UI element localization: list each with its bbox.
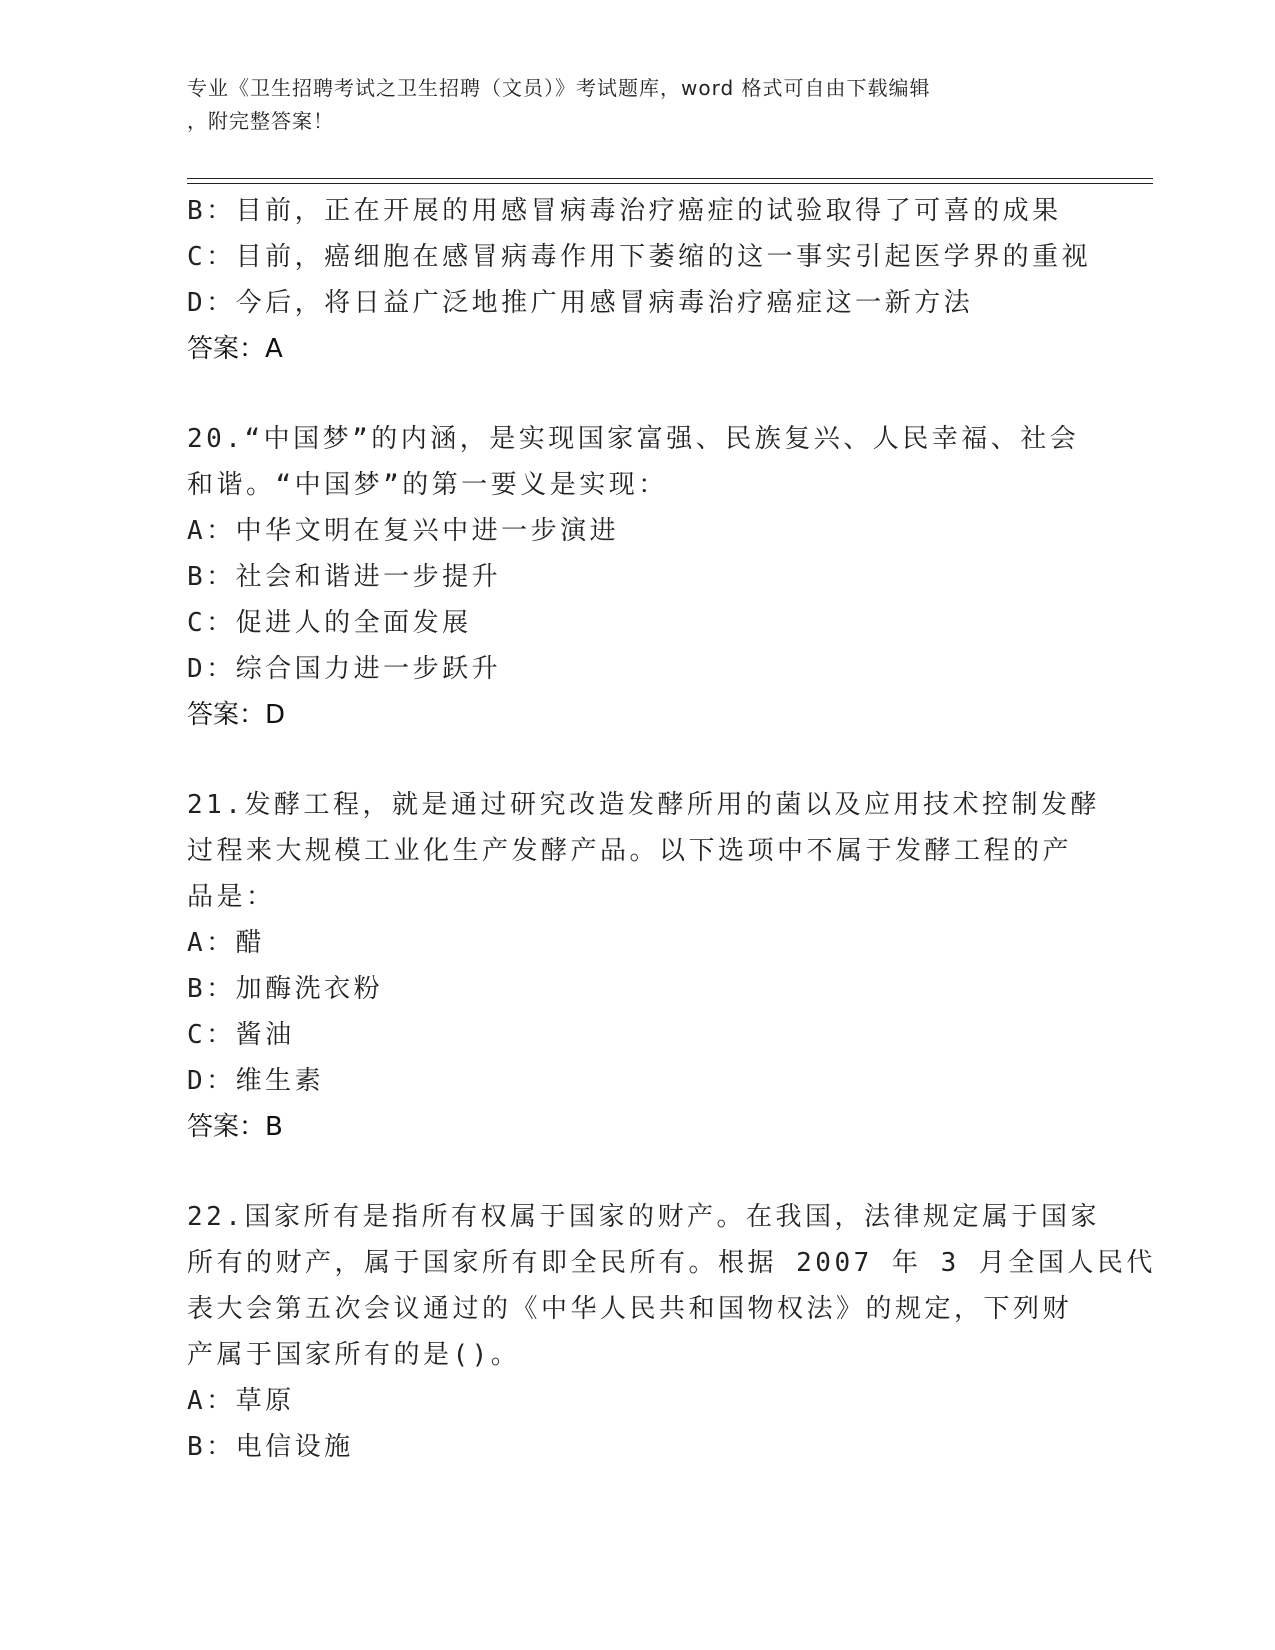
question-stem-line: 所有的财产，属于国家所有即全民所有。根据 2007 年 3 月全国人民代	[187, 1248, 1156, 1278]
header-divider-bottom	[187, 183, 1153, 184]
question-list	[187, 188, 1156, 1470]
header-divider-top	[187, 178, 1153, 179]
question-stem-line: 和谐。“中国梦”的第一要义是实现：	[187, 470, 668, 500]
option-d: D：综合国力进一步跃升	[187, 654, 502, 684]
option-b: B：社会和谐进一步提升	[187, 562, 502, 592]
question-stem-line: 过程来大规模工业化生产发酵产品。以下选项中不属于发酵工程的产	[187, 836, 1073, 866]
answer-line: 答案：D	[187, 700, 286, 730]
question-stem-line: 21.发酵工程，就是通过研究改造发酵所用的菌以及应用技术控制发酵	[187, 790, 1100, 820]
header-line-2: ，附完整答案！	[187, 109, 334, 133]
answer-line: 答案：A	[187, 334, 283, 364]
option-b: B：电信设施	[187, 1432, 354, 1462]
question-stem-line: 22.国家所有是指所有权属于国家的财产。在我国，法律规定属于国家	[187, 1202, 1100, 1232]
header-line-1: 专业《卫生招聘考试之卫生招聘（文员）》考试题库，word 格式可自由下载编辑	[187, 76, 931, 100]
question-stem-line: 表大会第五次会议通过的《中华人民共和国物权法》的规定，下列财	[187, 1294, 1073, 1324]
option-d: D：维生素	[187, 1066, 325, 1096]
question-21	[187, 782, 1100, 1150]
option-b: B：加酶洗衣粉	[187, 974, 384, 1004]
option-d: D：今后，将日益广泛地推广用感冒病毒治疗癌症这一新方法	[187, 288, 974, 318]
question-22	[187, 1194, 1156, 1470]
question-stem-line: 20.“中国梦”的内涵，是实现国家富强、民族复兴、人民幸福、社会	[187, 424, 1080, 454]
question-20	[187, 416, 1087, 738]
option-a: A：草原	[187, 1386, 295, 1416]
question-19-continued	[187, 188, 1092, 372]
question-stem-line: 产属于国家所有的是()。	[187, 1340, 521, 1370]
option-c: C：目前，癌细胞在感冒病毒作用下萎缩的这一事实引起医学界的重视	[187, 242, 1092, 272]
answer-line: 答案：B	[187, 1112, 283, 1142]
document-header	[187, 72, 1087, 138]
option-c: C：促进人的全面发展	[187, 608, 472, 638]
option-b: B：目前，正在开展的用感冒病毒治疗癌症的试验取得了可喜的成果	[187, 196, 1062, 226]
option-c: C：酱油	[187, 1020, 295, 1050]
question-stem-line: 品是：	[187, 882, 276, 912]
option-a: A：醋	[187, 928, 266, 958]
option-a: A：中华文明在复兴中进一步演进	[187, 516, 620, 546]
